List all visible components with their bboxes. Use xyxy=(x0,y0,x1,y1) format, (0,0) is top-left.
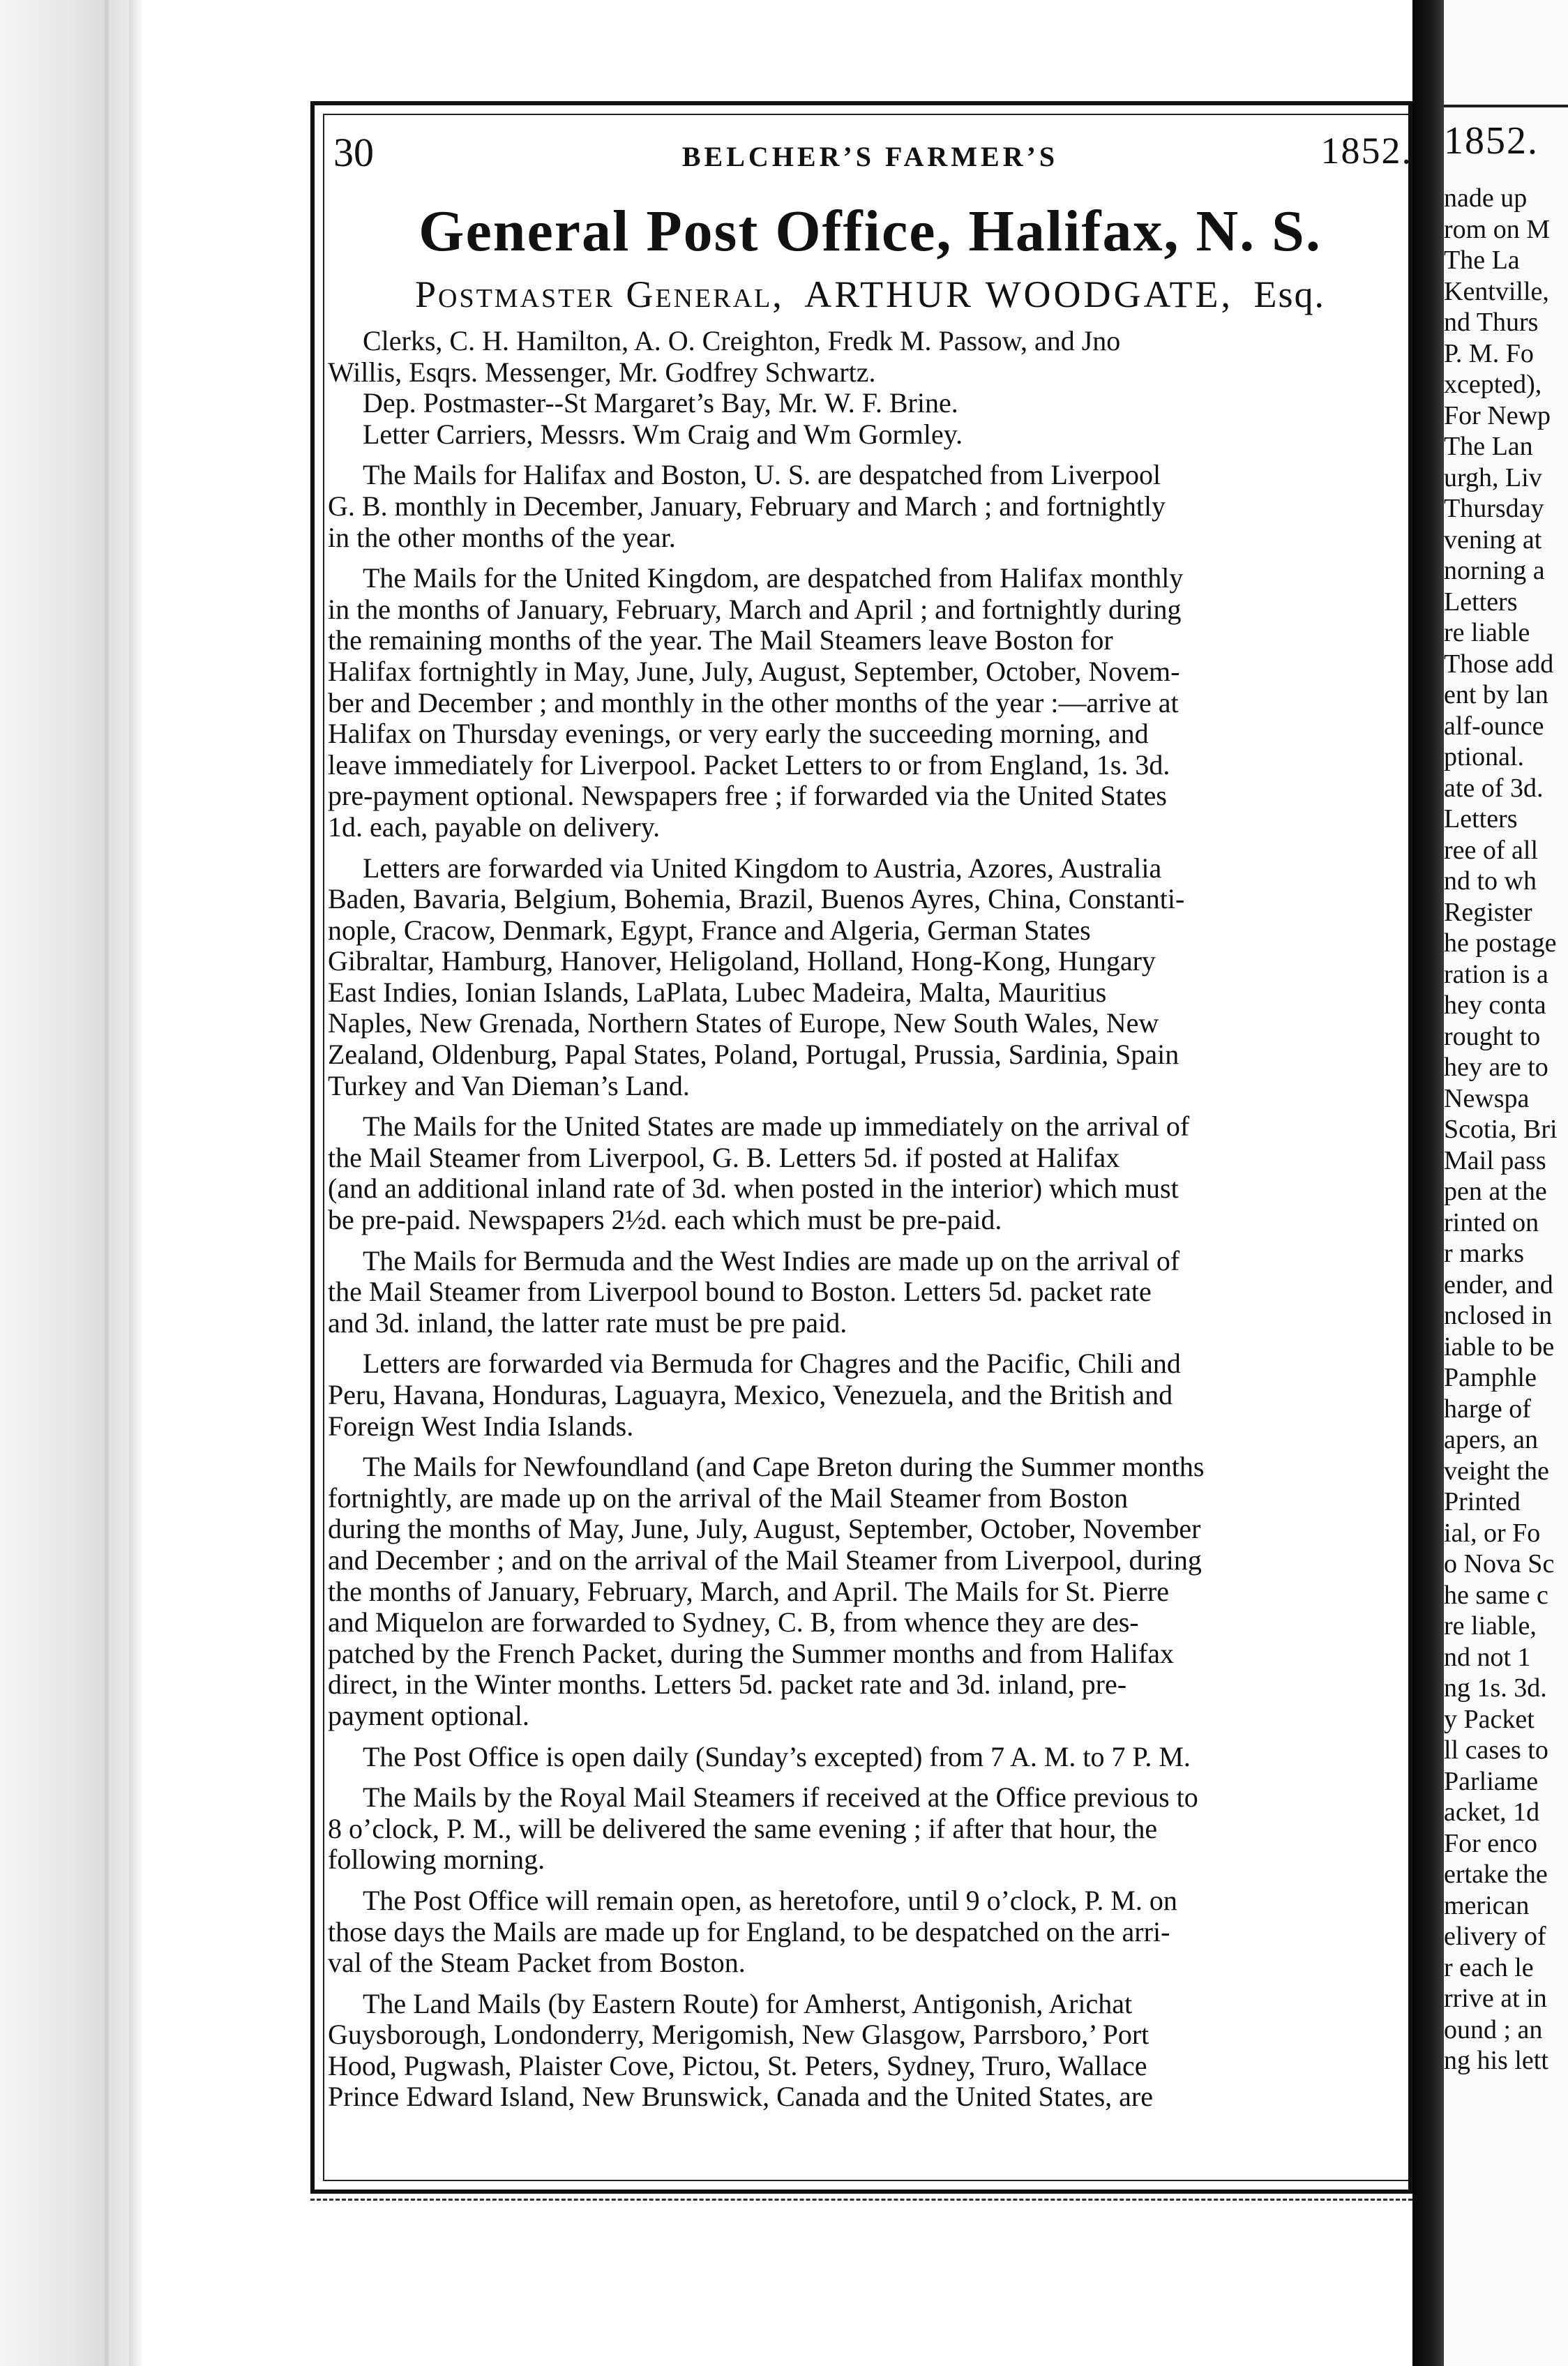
running-header xyxy=(328,115,1412,185)
facing-page-line: alf-ounce xyxy=(1444,711,1544,741)
text-line: Naples, New Grenada, Northern States of Europe, New South Wales, New xyxy=(328,1007,1159,1039)
text-line: pre-payment optional. Newspapers free ; if forwarded via the United States xyxy=(328,780,1167,812)
text-line: the Mail Steamer from Liverpool bound to Boston. Letters 5d. packet rate xyxy=(328,1276,1152,1308)
facing-page-line: merican xyxy=(1444,1890,1530,1920)
facing-page-rule xyxy=(1444,105,1568,107)
facing-page-line: For Newp xyxy=(1444,400,1551,430)
text-line: Hood, Pugwash, Plaister Cove, Pictou, St. Peters, Sydney, Truro, Wallace xyxy=(328,2049,1147,2081)
book-fold xyxy=(1412,0,1444,2366)
facing-page-line: rought to xyxy=(1444,1021,1541,1051)
facing-page-line: ent by lan xyxy=(1444,680,1548,709)
page-shadow xyxy=(129,0,143,2366)
facing-page-line: rom on M xyxy=(1444,214,1550,244)
text-line: The Mails by the Royal Mail Steamers if received at the Office previous to xyxy=(363,1781,1198,1814)
facing-page-line: elivery of xyxy=(1444,1922,1546,1951)
facing-page-line: Mail pass xyxy=(1444,1145,1546,1175)
facing-page-line: Those add xyxy=(1444,649,1554,679)
facing-page-year: 1852. xyxy=(1444,119,1539,163)
facing-page-line: vening at xyxy=(1444,525,1542,555)
text-line: and 3d. inland, the latter rate must be pre paid. xyxy=(328,1306,847,1339)
letter-carriers-line: Letter Carriers, Messrs. Wm Craig and Wm Gormley. xyxy=(363,418,963,450)
postmaster-label: Postmaster General, xyxy=(414,273,784,315)
text-line: Baden, Bavaria, Belgium, Bohemia, Brazil, Buenos Ayres, China, Constanti- xyxy=(328,883,1185,915)
facing-page-line: apers, an xyxy=(1444,1425,1539,1454)
paragraph xyxy=(328,563,1412,843)
facing-page-line: ng 1s. 3d. xyxy=(1444,1673,1547,1703)
facing-page-line: ng his lett xyxy=(1444,2046,1548,2075)
facing-page-line: xcepted), xyxy=(1444,370,1542,399)
facing-page-line: nclosed in xyxy=(1444,1301,1553,1330)
text-line: patched by the French Packet, during the Summer months and from Halifax xyxy=(328,1637,1175,1669)
facing-page-line: Scotia, Bri xyxy=(1444,1115,1558,1144)
facing-page-line: Parliame xyxy=(1444,1766,1539,1796)
page-number: 30 xyxy=(333,130,374,175)
facing-page-line: ll cases to xyxy=(1444,1735,1548,1765)
facing-page-line: Newspa xyxy=(1444,1083,1530,1113)
facing-page-line: ree of all xyxy=(1444,835,1539,865)
postmaster-suffix: Esq. xyxy=(1253,273,1326,315)
facing-page-line: For enco xyxy=(1444,1828,1538,1858)
paragraph xyxy=(328,1452,1412,1731)
facing-page-line: re liable, xyxy=(1444,1611,1537,1641)
facing-page-line: Thursday xyxy=(1444,494,1544,523)
text-line: Turkey and Van Dieman’s Land. xyxy=(328,1069,690,1101)
facing-page-line: harge of xyxy=(1444,1394,1531,1424)
page-title: General Post Office, Halifax, N. S. xyxy=(419,199,1322,264)
facing-page-line: The La xyxy=(1444,246,1520,275)
text-line: Halifax on Thursday evenings, or very early the succeeding morning, and xyxy=(328,718,1149,750)
text-line: and December ; and on the arrival of the Mail Steamer from Liverpool, during xyxy=(328,1544,1202,1576)
facing-page-line: acket, 1d xyxy=(1444,1798,1540,1827)
text-line: The Mails for Halifax and Boston, U. S. are despatched from Liverpool xyxy=(363,459,1161,491)
text-line: The Mails for Newfoundland (and Cape Breton during the Summer months xyxy=(363,1451,1205,1483)
clerks-line: Clerks, C. H. Hamilton, A. O. Creighton, Fredk M. Passow, and Jno xyxy=(363,325,1121,356)
text-line: (and an additional inland rate of 3d. when posted in the interior) which must xyxy=(328,1173,1179,1205)
facing-page-line: r marks xyxy=(1444,1239,1525,1268)
facing-page-line: Letters xyxy=(1444,587,1518,617)
facing-page-line: iable to be xyxy=(1444,1332,1555,1362)
text-line: direct, in the Winter months. Letters 5d. packet rate and 3d. inland, pre- xyxy=(328,1668,1127,1701)
facing-page-line: norning a xyxy=(1444,556,1545,585)
text-line: be pre-paid. Newspapers 2½d. each which must be pre-paid. xyxy=(328,1204,1002,1236)
text-line: nople, Cracow, Denmark, Egypt, France and Algeria, German States xyxy=(328,914,1091,946)
facing-page-line: Register xyxy=(1444,897,1532,927)
facing-page-line: nd not 1 xyxy=(1444,1642,1531,1672)
text-line: Zealand, Oldenburg, Papal States, Poland, Portugal, Prussia, Sardinia, Spain xyxy=(328,1039,1179,1071)
facing-page-line: o Nova Sc xyxy=(1444,1549,1555,1578)
text-line: leave immediately for Liverpool. Packet Letters to or from England, 1s. 3d. xyxy=(328,748,1170,781)
facing-page-line: P. M. Fo xyxy=(1444,338,1534,368)
facing-page-line: ial, or Fo xyxy=(1444,1518,1541,1548)
facing-page-line: Printed xyxy=(1444,1487,1521,1516)
facing-page-text xyxy=(1444,183,1568,2077)
text-line: the months of January, February, March, and April. The Mails for St. Pierre xyxy=(328,1575,1170,1607)
facing-page-line: ertake the xyxy=(1444,1860,1548,1889)
text-line: 1d. each, payable on delivery. xyxy=(328,811,661,843)
text-line: Peru, Havana, Honduras, Laguayra, Mexico, Venezuela, and the British and xyxy=(328,1379,1173,1410)
text-line: The Mails for the United States are made up immediately on the arrival of xyxy=(363,1110,1190,1143)
facing-page-line: nd Thurs xyxy=(1444,308,1539,337)
paragraph xyxy=(328,1782,1412,1876)
book-gutter xyxy=(0,0,140,2366)
text-line: payment optional. xyxy=(328,1699,529,1731)
facing-page-line: nade up xyxy=(1444,183,1528,213)
facing-page-line: The Lan xyxy=(1444,432,1533,461)
text-line: The Land Mails (by Eastern Route) for Amherst, Antigonish, Arichat xyxy=(363,1987,1133,2019)
facing-page-line: ound ; an xyxy=(1444,2014,1543,2044)
text-line: Gibraltar, Hamburg, Hanover, Heligoland, Holland, Hong-Kong, Hungary xyxy=(328,945,1156,977)
facing-page-line: pen at the xyxy=(1444,1177,1547,1206)
facing-page-line: re liable xyxy=(1444,618,1530,647)
text-line: Halifax fortnightly in May, June, July, August, September, October, Novem- xyxy=(328,655,1180,687)
facing-page-line: ration is a xyxy=(1444,959,1548,989)
facing-page-line: rrive at in xyxy=(1444,1984,1547,2013)
text-line: The Mails for Bermuda and the West Indies are made up on the arrival of xyxy=(363,1244,1180,1276)
paragraph xyxy=(328,1885,1412,1979)
facing-page-line: hey are to xyxy=(1444,1053,1548,1082)
text-line: ber and December ; and monthly in the other months of the year :—arrive at xyxy=(328,686,1179,718)
facing-page-line: rinted on xyxy=(1444,1207,1539,1237)
text-line: following morning. xyxy=(328,1844,545,1876)
facing-page-line: nd to wh xyxy=(1444,866,1537,896)
text-line: Letters are forwarded via Bermuda for Chagres and the Pacific, Chili and xyxy=(363,1348,1181,1380)
text-line: East Indies, Ionian Islands, LaPlata, Lubec Madeira, Malta, Mauritius xyxy=(328,976,1107,1008)
text-line: Guysborough, Londonderry, Merigomish, New Glasgow, Parrsboro,’ Port xyxy=(328,2019,1149,2051)
text-line: The Post Office is open daily (Sunday’s excepted) from 7 A. M. to 7 P. M. xyxy=(363,1740,1191,1772)
facing-page-line: Kentville, xyxy=(1444,276,1549,306)
text-line: the Mail Steamer from Liverpool, G. B. Letters 5d. if posted at Halifax xyxy=(328,1141,1120,1173)
staff-block xyxy=(328,326,1412,450)
body-text xyxy=(328,460,1412,2113)
text-line: The Mails for the United Kingdom, are despatched from Halifax monthly xyxy=(363,562,1184,594)
page-content xyxy=(328,115,1412,2173)
deputy-postmaster-line: Dep. Postmaster--St Margaret’s Bay, Mr. W. F. Brine. xyxy=(363,387,958,419)
text-line: Foreign West India Islands. xyxy=(328,1410,634,1442)
facing-page-line: hey conta xyxy=(1444,990,1546,1020)
facing-page-line: he same c xyxy=(1444,1580,1548,1610)
text-line: G. B. monthly in December, January, February and March ; and fortnightly xyxy=(328,490,1166,522)
running-title: BELCHER’S FARMER’S xyxy=(681,141,1059,172)
text-line: Letters are forwarded via United Kingdom to Austria, Azores, Australia xyxy=(363,852,1162,884)
paragraph xyxy=(328,1742,1412,1773)
paragraph xyxy=(328,853,1412,1102)
paragraph xyxy=(328,1246,1412,1339)
text-line: and Miquelon are forwarded to Sydney, C. B, from whence they are des- xyxy=(328,1606,1139,1638)
facing-page-line: Letters xyxy=(1444,804,1518,834)
paragraph xyxy=(328,1989,1412,2113)
text-line: The Post Office will remain open, as heretofore, until 9 o’clock, P. M. on xyxy=(363,1884,1177,1916)
facing-page-line: ptional. xyxy=(1444,742,1525,771)
text-line: Prince Edward Island, New Brunswick, Canada and the United States, are xyxy=(328,2081,1153,2113)
text-line: val of the Steam Packet from Boston. xyxy=(328,1947,746,1979)
text-line: during the months of May, June, July, August, September, October, November xyxy=(328,1513,1201,1545)
facing-page-line: veight the xyxy=(1444,1456,1549,1486)
facing-page-line: y Packet xyxy=(1444,1704,1535,1734)
paragraph xyxy=(328,1111,1412,1235)
text-line: those days the Mails are made up for England, to be despatched on the arri- xyxy=(328,1915,1170,1947)
clerks-line-cont: Willis, Esqrs. Messenger, Mr. Godfrey Schwartz. xyxy=(328,356,876,388)
paragraph xyxy=(328,1348,1412,1442)
facing-page-line: ate of 3d. xyxy=(1444,773,1544,803)
text-line: in the other months of the year. xyxy=(328,521,676,553)
facing-page-line: ender, and xyxy=(1444,1269,1553,1299)
facing-page-line: Pamphle xyxy=(1444,1363,1537,1392)
gutter-line xyxy=(105,0,109,2366)
header-year: 1852. xyxy=(1320,130,1412,172)
facing-page xyxy=(1444,0,1568,2366)
postmaster-name: ARTHUR WOODGATE, xyxy=(804,273,1234,315)
text-line: fortnightly, are made up on the arrival of the Mail Steamer from Boston xyxy=(328,1482,1129,1514)
postmaster-line xyxy=(328,273,1412,326)
facing-page-line: r each le xyxy=(1444,1952,1534,1982)
facing-page-line: he postage xyxy=(1444,928,1557,958)
paragraph xyxy=(328,460,1412,553)
text-line: the remaining months of the year. The Mail Steamers leave Boston for xyxy=(328,624,1113,656)
text-line: in the months of January, February, March and April ; and fortnightly during xyxy=(328,593,1182,625)
facing-page-line: urgh, Liv xyxy=(1444,462,1542,492)
text-line: 8 o’clock, P. M., will be delivered the same evening ; if after that hour, the xyxy=(328,1812,1158,1844)
bottom-rule xyxy=(310,2199,1412,2205)
